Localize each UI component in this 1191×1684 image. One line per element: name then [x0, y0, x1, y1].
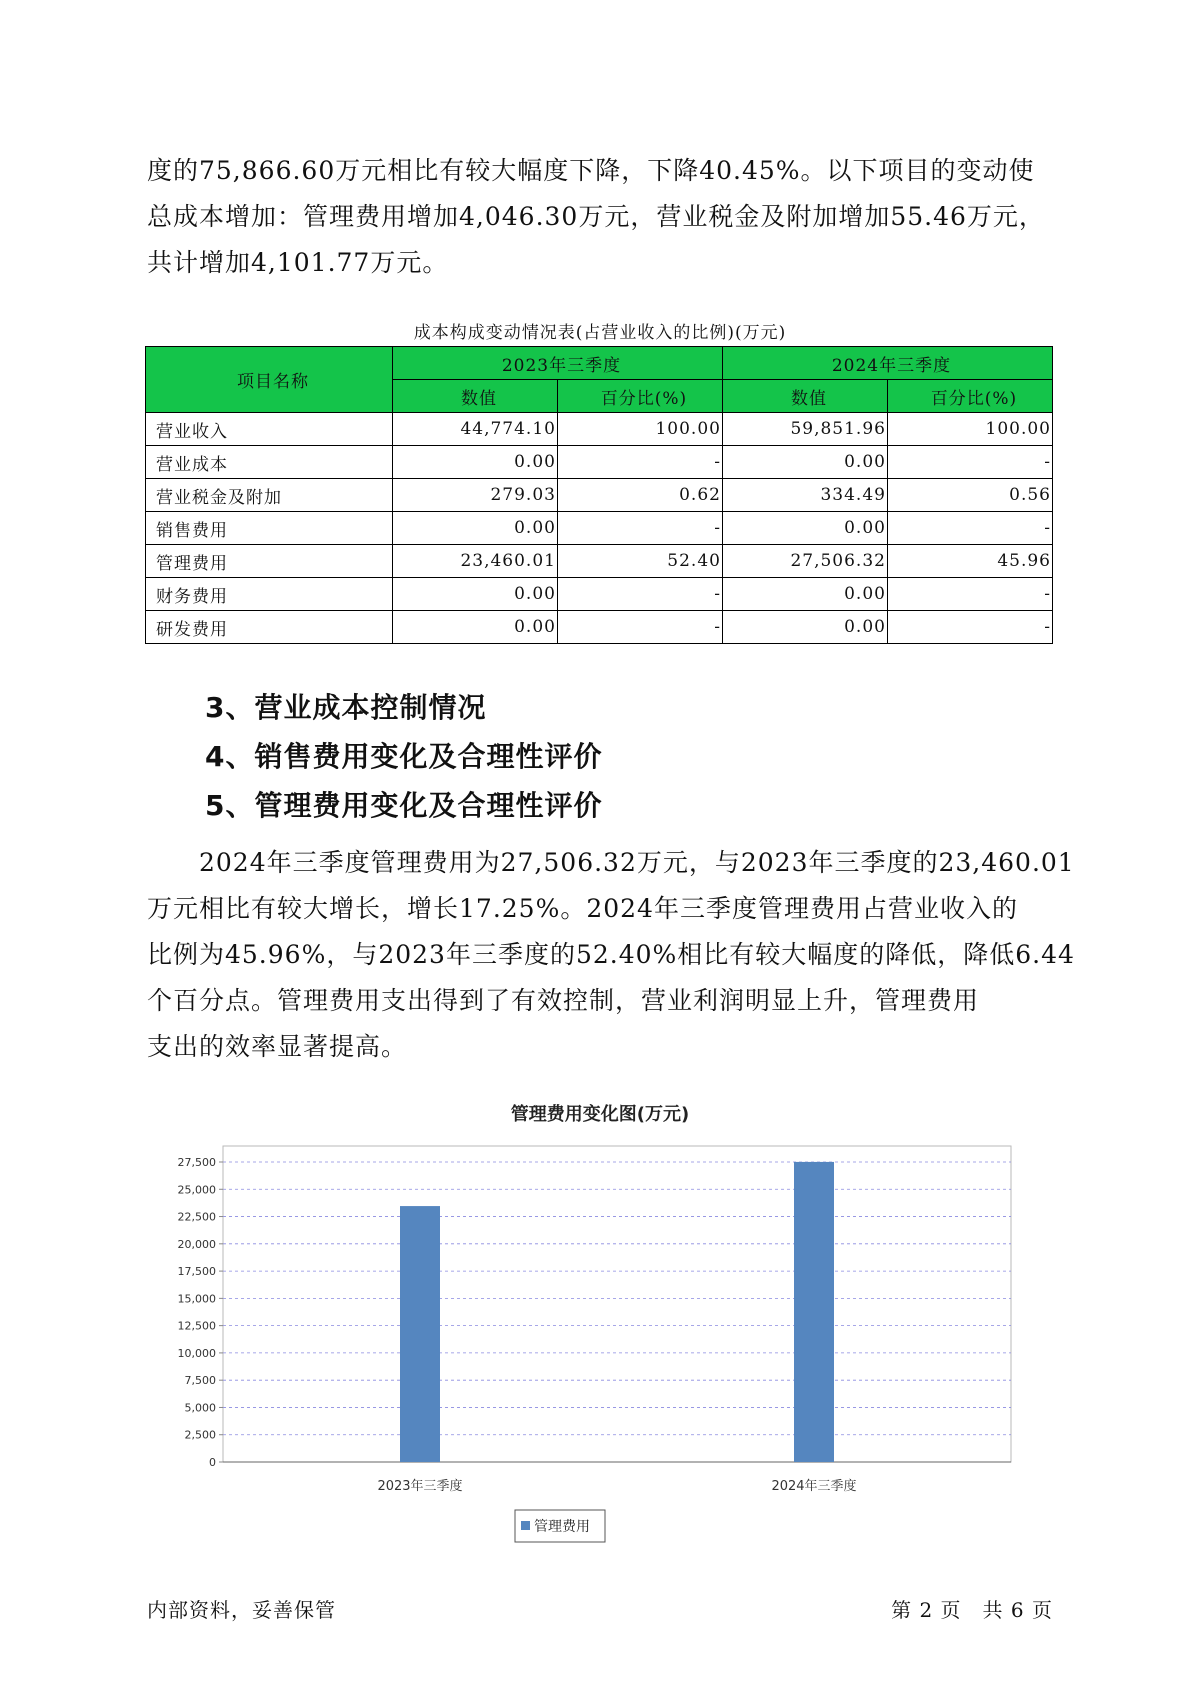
value-2023: 0.00 — [392, 578, 557, 611]
x-tick-label: 2023年三季度 — [377, 1479, 463, 1494]
paragraph-line: 万元相比有较大增长，增长17.25%。2024年三季度管理费用占营业收入的 — [147, 894, 1018, 923]
value-2024: 59,851.96 — [722, 413, 887, 446]
item-name: 营业收入 — [146, 413, 393, 446]
percent-2024: 0.56 — [887, 479, 1052, 512]
x-tick-label: 2024年三季度 — [771, 1479, 857, 1494]
value-2024: 0.00 — [722, 512, 887, 545]
value-2023: 23,460.01 — [392, 545, 557, 578]
percent-2023: - — [557, 512, 722, 545]
percent-2024: - — [887, 446, 1052, 479]
y-tick-label: 2,500 — [184, 1428, 216, 1442]
table-caption: 成本构成变动情况表(占营业收入的比例)(万元) — [413, 323, 787, 343]
paragraph-line: 2024年三季度管理费用为27,506.32万元，与2023年三季度的23,460.01 — [147, 848, 1075, 877]
value-2023: 0.00 — [392, 446, 557, 479]
y-tick-label: 10,000 — [177, 1346, 216, 1360]
chart-title: 管理费用变化图(万元) — [510, 1104, 690, 1125]
legend-swatch — [521, 1521, 530, 1530]
y-tick-label: 12,500 — [177, 1319, 216, 1333]
y-tick-label: 20,000 — [177, 1237, 216, 1251]
table-row — [146, 479, 1053, 512]
paragraph-line: 共计增加4,101.77万元。 — [147, 248, 449, 277]
cost-structure-table — [145, 346, 1053, 644]
percent-2023: - — [557, 578, 722, 611]
table-row — [146, 611, 1053, 644]
admin-expense-chart — [147, 1098, 1053, 1558]
footer-confidential-note: 内部资料，妥善保管 — [147, 1598, 336, 1622]
paragraph-line: 支出的效率显著提高。 — [147, 1032, 408, 1061]
percent-2023: 52.40 — [557, 545, 722, 578]
y-tick-label: 0 — [209, 1456, 216, 1469]
value-2023: 279.03 — [392, 479, 557, 512]
y-tick-label: 5,000 — [184, 1401, 216, 1415]
percent-2023: - — [557, 611, 722, 644]
table-row — [146, 413, 1053, 446]
footer-page-number: 第 2 页 共 6 页 — [891, 1598, 1053, 1622]
value-2024: 0.00 — [722, 611, 887, 644]
plot-frame — [223, 1146, 1011, 1462]
value-header: 数值 — [722, 380, 887, 413]
intro-paragraph — [147, 148, 1067, 286]
period-header-2024: 2024年三季度 — [722, 347, 1052, 380]
section-heading-cost-control: 3、营业成本控制情况 — [205, 691, 487, 724]
y-tick-label: 22,500 — [177, 1210, 216, 1224]
admin-expense-paragraph — [147, 840, 1075, 1070]
item-name: 营业成本 — [146, 446, 393, 479]
y-tick-label: 25,000 — [177, 1183, 216, 1197]
item-name-header: 项目名称 — [146, 347, 393, 413]
item-name: 销售费用 — [146, 512, 393, 545]
paragraph-line: 个百分点。管理费用支出得到了有效控制，营业利润明显上升，管理费用 — [147, 986, 980, 1015]
value-2024: 0.00 — [722, 446, 887, 479]
paragraph-line: 比例为45.96%，与2023年三季度的52.40%相比有较大幅度的降低，降低6.44 — [147, 940, 1075, 969]
percent-2023: 100.00 — [557, 413, 722, 446]
percent-2024: - — [887, 611, 1052, 644]
paragraph-line: 总成本增加：管理费用增加4,046.30万元，营业税金及附加增加55.46万元， — [147, 202, 1045, 231]
percent-header: 百分比(%) — [887, 380, 1052, 413]
item-name: 营业税金及附加 — [146, 479, 393, 512]
item-name: 研发费用 — [146, 611, 393, 644]
table-row — [146, 545, 1053, 578]
table-row — [146, 512, 1053, 545]
bar — [400, 1206, 440, 1462]
y-tick-label: 7,500 — [184, 1374, 216, 1388]
percent-header: 百分比(%) — [557, 380, 722, 413]
chart-canvas — [147, 1098, 1053, 1558]
percent-2024: 45.96 — [887, 545, 1052, 578]
bar — [794, 1162, 834, 1462]
y-tick-label: 15,000 — [177, 1292, 216, 1306]
section-heading-admin-expense: 5、管理费用变化及合理性评价 — [205, 789, 603, 822]
legend-label: 管理费用 — [534, 1519, 590, 1535]
value-2024: 27,506.32 — [722, 545, 887, 578]
section-heading-sales-expense: 4、销售费用变化及合理性评价 — [205, 740, 603, 773]
value-2023: 0.00 — [392, 611, 557, 644]
value-2023: 0.00 — [392, 512, 557, 545]
table-row — [146, 446, 1053, 479]
value-2024: 334.49 — [722, 479, 887, 512]
item-name: 财务费用 — [146, 578, 393, 611]
period-header-2023: 2023年三季度 — [392, 347, 722, 380]
percent-2024: - — [887, 512, 1052, 545]
percent-2024: 100.00 — [887, 413, 1052, 446]
percent-2023: - — [557, 446, 722, 479]
y-tick-label: 27,500 — [177, 1156, 216, 1169]
y-tick-label: 17,500 — [177, 1265, 216, 1279]
value-2024: 0.00 — [722, 578, 887, 611]
item-name: 管理费用 — [146, 545, 393, 578]
percent-2024: - — [887, 578, 1052, 611]
paragraph-line: 度的75,866.60万元相比有较大幅度下降，下降40.45%。以下项目的变动使 — [147, 156, 1035, 185]
value-2023: 44,774.10 — [392, 413, 557, 446]
value-header: 数值 — [392, 380, 557, 413]
percent-2023: 0.62 — [557, 479, 722, 512]
table-row — [146, 578, 1053, 611]
